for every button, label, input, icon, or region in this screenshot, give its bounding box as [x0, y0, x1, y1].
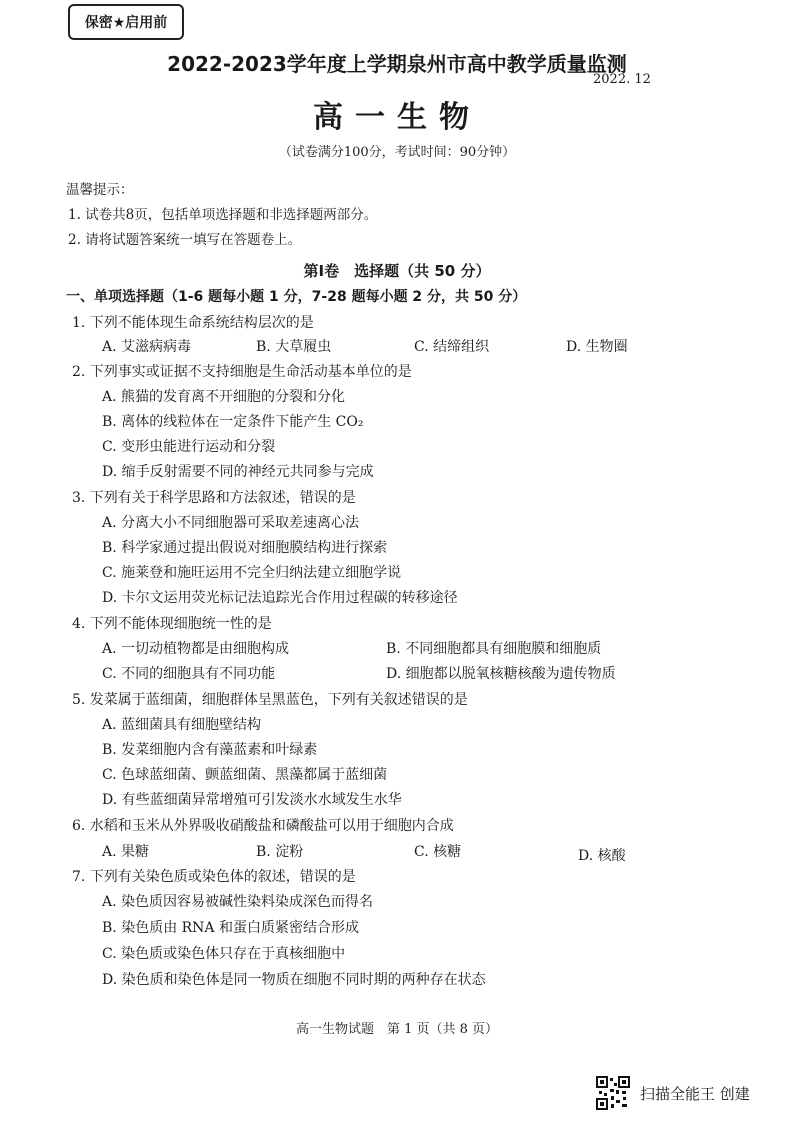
option: A. 分离大小不同细胞器可采取差速离心法: [102, 515, 360, 531]
page-footer: 高一生物试题 第 1 页（共 8 页）: [295, 1022, 499, 1037]
option: C. 不同的细胞具有不同功能: [102, 666, 276, 682]
option: A. 蓝细菌具有细胞壁结构: [102, 717, 262, 733]
option: C. 变形虫能进行运动和分裂: [102, 439, 276, 455]
note-item: 1. 试卷共8页，包括单项选择题和非选择题两部分。: [68, 207, 378, 223]
option: D. 核酸: [578, 848, 626, 864]
option: B. 发菜细胞内含有藻蓝素和叶绿素: [102, 742, 318, 758]
option: A. 染色质因容易被碱性染料染成深色而得名: [102, 894, 374, 910]
option: C. 色球蓝细菌、颤蓝细菌、黑藻都属于蓝细菌: [102, 767, 388, 783]
exam-date: 2022. 12: [593, 72, 651, 87]
option: B. 离体的线粒体在一定条件下能产生 CO₂: [102, 414, 364, 430]
question-stem: 6. 水稻和玉米从外界吸收硝酸盐和磷酸盐可以用于细胞内合成: [72, 818, 454, 834]
option: C. 染色质或染色体只存在于真核细胞中: [102, 946, 346, 962]
notes-heading: 温馨提示：: [66, 182, 134, 198]
section-subtitle: 一、单项选择题（1-6 题每小题 1 分，7-28 题每小题 2 分，共 50 分）: [66, 289, 527, 305]
question-stem: 5. 发菜属于蓝细菌，细胞群体呈黑蓝色，下列有关叙述错误的是: [72, 692, 468, 708]
question-stem: 2. 下列事实或证据不支持细胞是生命活动基本单位的是: [72, 364, 412, 380]
option: A. 一切动植物都是由细胞构成: [102, 641, 290, 657]
option: C. 结缔组织: [414, 339, 490, 355]
option: C. 核糖: [414, 844, 462, 860]
option: A. 艾滋病病毒: [102, 339, 192, 355]
option: D. 细胞都以脱氧核糖核酸为遗传物质: [386, 666, 616, 682]
option: D. 染色质和染色体是同一物质在细胞不同时期的两种存在状态: [102, 972, 486, 988]
scanner-watermark: 扫描全能王 创建: [640, 1085, 750, 1103]
section-title: 第Ⅰ卷 选择题（共 50 分）: [303, 262, 491, 280]
option: B. 科学家通过提出假说对细胞膜结构进行探索: [102, 540, 388, 556]
option: D. 生物圈: [566, 339, 628, 355]
exam-title: 2022-2023学年度上学期泉州市高中教学质量监测: [167, 52, 627, 76]
question-stem: 7. 下列有关染色质或染色体的叙述，错误的是: [72, 869, 356, 885]
exam-info: （试卷满分100分，考试时间：90分钟）: [278, 145, 516, 160]
question-stem: 3. 下列有关于科学思路和方法叙述，错误的是: [72, 490, 356, 506]
option: B. 染色质由 RNA 和蛋白质紧密结合形成: [102, 920, 359, 936]
option: A. 果糖: [102, 844, 150, 860]
option: B. 大草履虫: [256, 339, 332, 355]
option: B. 不同细胞都具有细胞膜和细胞质: [386, 641, 602, 657]
option: D. 缩手反射需要不同的神经元共同参与完成: [102, 464, 374, 480]
question-stem: 1. 下列不能体现生命系统结构层次的是: [72, 315, 314, 331]
option: A. 熊猫的发育离不开细胞的分裂和分化: [102, 389, 346, 405]
option: D. 有些蓝细菌异常增殖可引发淡水水域发生水华: [102, 792, 402, 808]
option: C. 施莱登和施旺运用不完全归纳法建立细胞学说: [102, 565, 402, 581]
qr-code-icon: [596, 1076, 630, 1110]
confidential-stamp: 保密★启用前: [68, 4, 184, 40]
option: B. 淀粉: [256, 844, 304, 860]
subject-title: 高一生物: [313, 100, 481, 135]
question-stem: 4. 下列不能体现细胞统一性的是: [72, 616, 272, 632]
option: D. 卡尔文运用荧光标记法追踪光合作用过程碳的转移途径: [102, 590, 458, 606]
note-item: 2. 请将试题答案统一填写在答题卷上。: [68, 232, 302, 248]
